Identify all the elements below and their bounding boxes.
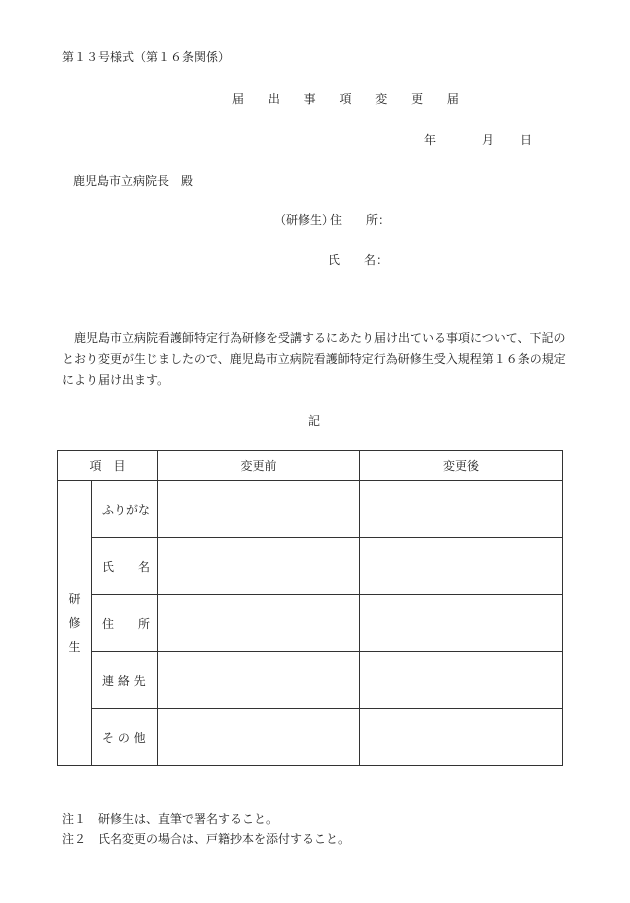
header-item: 項 目 (58, 451, 158, 481)
name-after-cell[interactable] (360, 538, 563, 595)
other-after-cell[interactable] (360, 709, 563, 766)
other-before-cell[interactable] (158, 709, 360, 766)
applicant-role: （研修生） (274, 213, 335, 227)
furigana-before-cell[interactable] (158, 481, 360, 538)
applicant-name-row (328, 254, 388, 266)
row-label-address: 住 所 (92, 595, 158, 652)
row-label-other: そ の 他 (92, 709, 158, 766)
table-row (58, 481, 563, 538)
trainee-label-char: 研 (68, 592, 81, 606)
address-before-cell[interactable] (158, 595, 360, 652)
form-number: 第１３号様式（第１６条関係） (62, 50, 231, 64)
body-paragraph: 鹿児島市立病院看護師特定行為研修を受講するにあたり届け出ている事項について、下記のとおり変更が生じましたので、鹿児島市立病院看護師特定行為研修生受入規程第１６条の規定により届け出ます。 (62, 331, 566, 387)
header-after: 変更後 (360, 451, 563, 481)
trainee-label-char: 修 (68, 616, 81, 630)
date-month-label: 月 (482, 133, 495, 147)
note-name-change: 注２ 氏名変更の場合は、戸籍抄本を添付すること。 (62, 832, 351, 846)
row-label-name: 氏 名 (92, 538, 158, 595)
table-row (58, 538, 563, 595)
row-label-contact: 連 絡 先 (92, 652, 158, 709)
table-row (58, 595, 563, 652)
document-title: 届 出 事 項 変 更 届 (232, 92, 469, 106)
trainee-label-char: 生 (68, 640, 81, 654)
applicant-address-label: 住 所： (330, 213, 391, 227)
table-row (58, 709, 563, 766)
change-table (57, 450, 563, 766)
name-before-cell[interactable] (158, 538, 360, 595)
address-after-cell[interactable] (360, 595, 563, 652)
contact-after-cell[interactable] (360, 652, 563, 709)
table-row (58, 652, 563, 709)
contact-before-cell[interactable] (158, 652, 360, 709)
date-year-label: 年 (424, 133, 437, 147)
table-header-row (58, 451, 563, 481)
addressee: 鹿児島市立病院長 殿 (73, 174, 194, 188)
furigana-after-cell[interactable] (360, 481, 563, 538)
trainee-group-label (58, 481, 92, 766)
ki-heading: 記 (308, 414, 321, 428)
note-signature: 注１ 研修生は、直筆で署名すること。 (62, 812, 279, 826)
row-label-furigana: ふりがな (92, 481, 158, 538)
date-day-label: 日 (520, 133, 533, 147)
applicant-name-label: 氏 名： (328, 253, 389, 267)
applicant-address-row (274, 214, 390, 226)
header-before: 変更前 (158, 451, 360, 481)
